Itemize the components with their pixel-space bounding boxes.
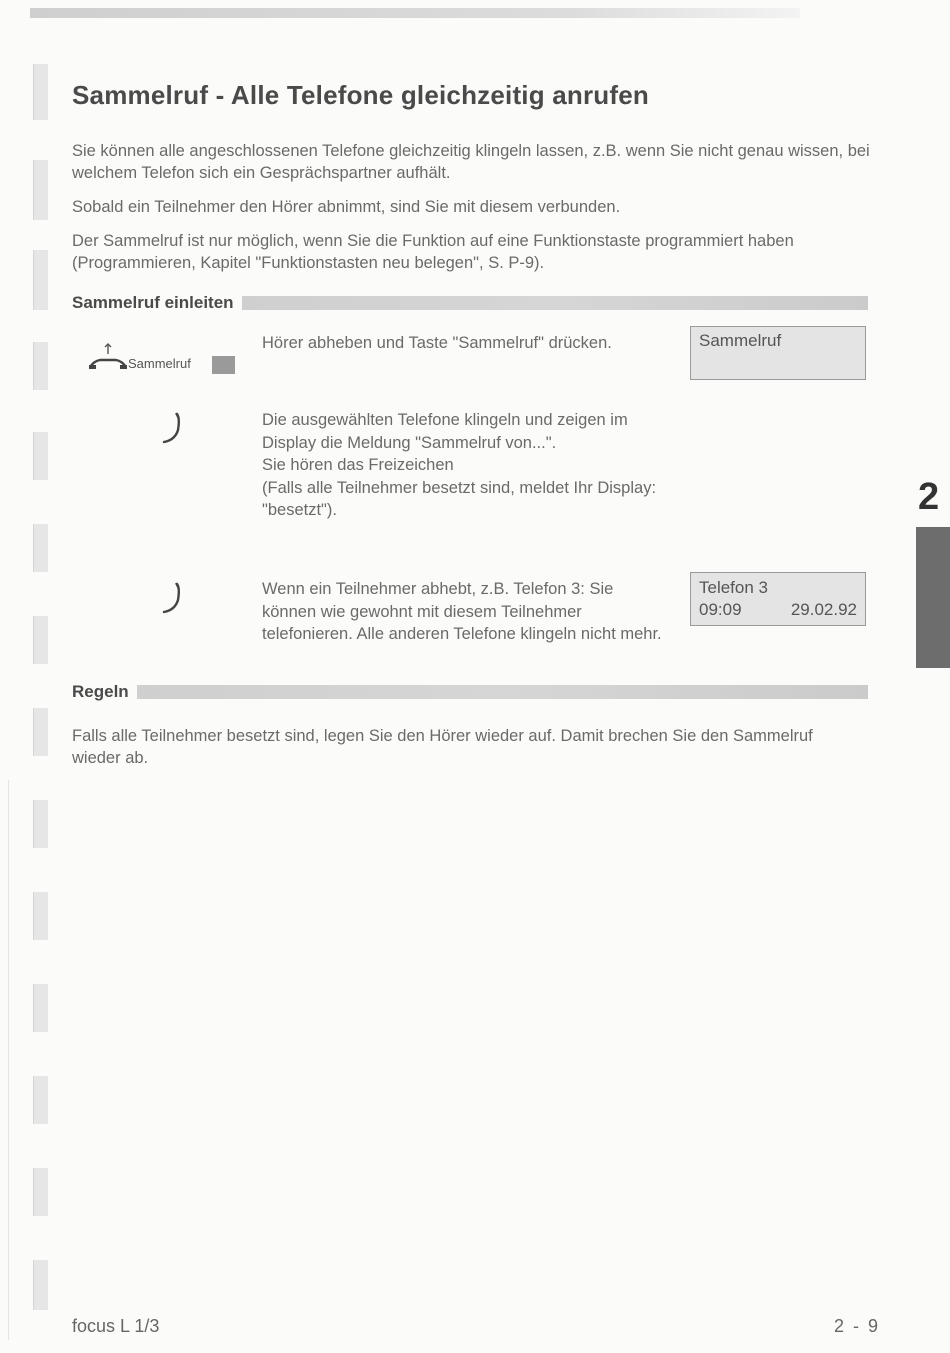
footer-product: focus L 1/3	[72, 1316, 160, 1336]
section-bar	[242, 296, 868, 310]
step-2-text: Die ausgewählten Telefone klingeln und zeigen im Display die Meldung "Sammelruf von...". Sie hören das Freizeichen (Falls alle Teilnehmer besetzt sind, meldet Ihr Display: "besetzt").	[262, 411, 657, 519]
section-title: Regeln	[72, 682, 129, 701]
margin-mark	[33, 1076, 48, 1124]
section-header-initiate	[72, 292, 868, 314]
intro-paragraph-1: Sie können alle angeschlossenen Telefone gleichzeitig klingeln lassen, z.B. wenn Sie nicht genau wissen, bei welchem Telefon sich ein Gesprächspartner aufhält.	[72, 142, 870, 182]
section-title: Sammelruf einleiten	[72, 293, 234, 312]
margin-mark	[33, 1168, 48, 1216]
section-bar	[137, 685, 868, 699]
footer-page-number: 2 - 9	[834, 1316, 881, 1336]
ringing-icon	[160, 412, 188, 446]
display-time: 09:09	[699, 600, 742, 619]
display-caller: Telefon 3	[699, 578, 768, 597]
display-line-2	[699, 599, 857, 621]
chapter-tab	[916, 527, 950, 668]
display-telefon	[690, 572, 866, 626]
margin-mark	[33, 1260, 48, 1310]
intro-paragraph-2: Sobald ein Teilnehmer den Hörer abnimmt, sind Sie mit diesem verbunden.	[72, 198, 621, 216]
top-rule	[30, 8, 800, 18]
display-date: 29.02.92	[790, 600, 857, 619]
display-line-1	[699, 577, 857, 599]
ringing-icon	[160, 582, 188, 616]
handset-lift-icon	[88, 342, 128, 378]
display-line: Sammelruf	[699, 331, 782, 350]
margin-mark	[33, 432, 48, 480]
rules-paragraph: Falls alle Teilnehmer besetzt sind, legen Sie den Hörer wieder auf. Damit brechen Sie den Sammelruf wieder ab.	[72, 727, 813, 767]
spine-line	[8, 780, 9, 1340]
section-header-rules	[72, 681, 868, 703]
margin-mark	[33, 800, 48, 848]
display-sammelruf	[690, 326, 866, 380]
margin-marks	[33, 0, 51, 1353]
margin-mark	[33, 892, 48, 940]
intro-paragraph-3: Der Sammelruf ist nur möglich, wenn Sie die Funktion auf eine Funktionstaste programmiert haben (Programmieren, Kapitel "Funktionstasten neu belegen", S. P-9).	[72, 232, 794, 272]
step-1-text: Hörer abheben und Taste "Sammelruf" drücken.	[262, 334, 612, 352]
margin-mark	[33, 250, 48, 310]
margin-mark	[33, 64, 48, 120]
handset-key-group	[88, 342, 258, 382]
page-title: Sammelruf - Alle Telefone gleichzeitig anrufen	[72, 80, 649, 110]
margin-mark	[33, 984, 48, 1032]
key-label: Sammelruf	[128, 356, 191, 371]
margin-mark	[33, 160, 48, 220]
margin-mark	[33, 708, 48, 756]
margin-mark	[33, 616, 48, 664]
chapter-number: 2	[918, 476, 940, 518]
function-key-icon	[212, 356, 235, 374]
margin-mark	[33, 342, 48, 390]
step-3-text: Wenn ein Teilnehmer abhebt, z.B. Telefon 3: Sie können wie gewohnt mit diesem Teilnehmer telefonieren. Alle anderen Telefone klingeln nicht mehr.	[262, 580, 662, 643]
margin-mark	[33, 524, 48, 572]
